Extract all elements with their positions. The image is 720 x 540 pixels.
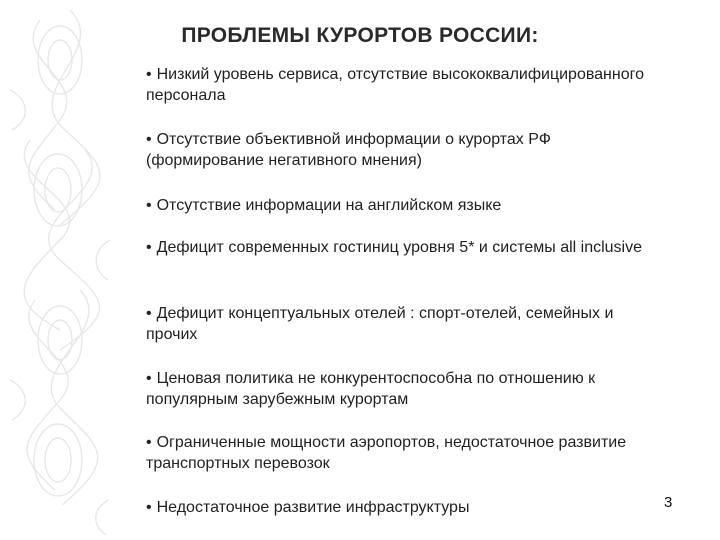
bullet-item: [146, 432, 666, 474]
bullet-item: [146, 303, 666, 345]
bullet-text: Дефицит современных гостиниц уровня 5* и системы all inclusive: [156, 239, 642, 256]
bullet-text: Отсутствие объективной информации о курортах РФ (формирование негативного мнения): [146, 131, 551, 169]
bullet-icon: •: [146, 499, 152, 516]
bullet-item: [146, 237, 666, 258]
bullet-icon: •: [146, 66, 152, 83]
bullet-item: [146, 497, 666, 518]
bullet-text: Дефицит концептуальных отелей : спорт-отелей, семейных и прочих: [146, 305, 614, 343]
bullet-item: [146, 368, 666, 410]
bullet-text: Ценовая политика не конкурентоспособна по отношению к популярным зарубежным курортам: [146, 370, 596, 408]
bullet-icon: •: [146, 131, 152, 148]
bullet-item: [146, 195, 666, 216]
slide-title: ПРОБЛЕМЫ КУРОРТОВ РОССИИ:: [181, 24, 539, 47]
bullet-item: [146, 64, 666, 106]
bullet-icon: •: [146, 370, 152, 387]
bullet-icon: •: [146, 197, 152, 214]
bullet-text: Ограниченные мощности аэропортов, недостаточное развитие транспортных перевозок: [146, 434, 627, 472]
bullet-icon: •: [146, 434, 152, 451]
bullet-icon: •: [146, 239, 152, 256]
bullet-item: [146, 129, 666, 171]
bullet-text: Недостаточное развитие инфраструктуры: [156, 499, 470, 516]
bullet-text: Отсутствие информации на английском языке: [156, 197, 502, 214]
decorative-swirl-ornament: [0, 0, 130, 540]
bullet-icon: •: [146, 305, 152, 322]
bullet-text: Низкий уровень сервиса, отсутствие высококвалифицированного персонала: [146, 66, 645, 104]
page-number: 3: [664, 494, 673, 511]
